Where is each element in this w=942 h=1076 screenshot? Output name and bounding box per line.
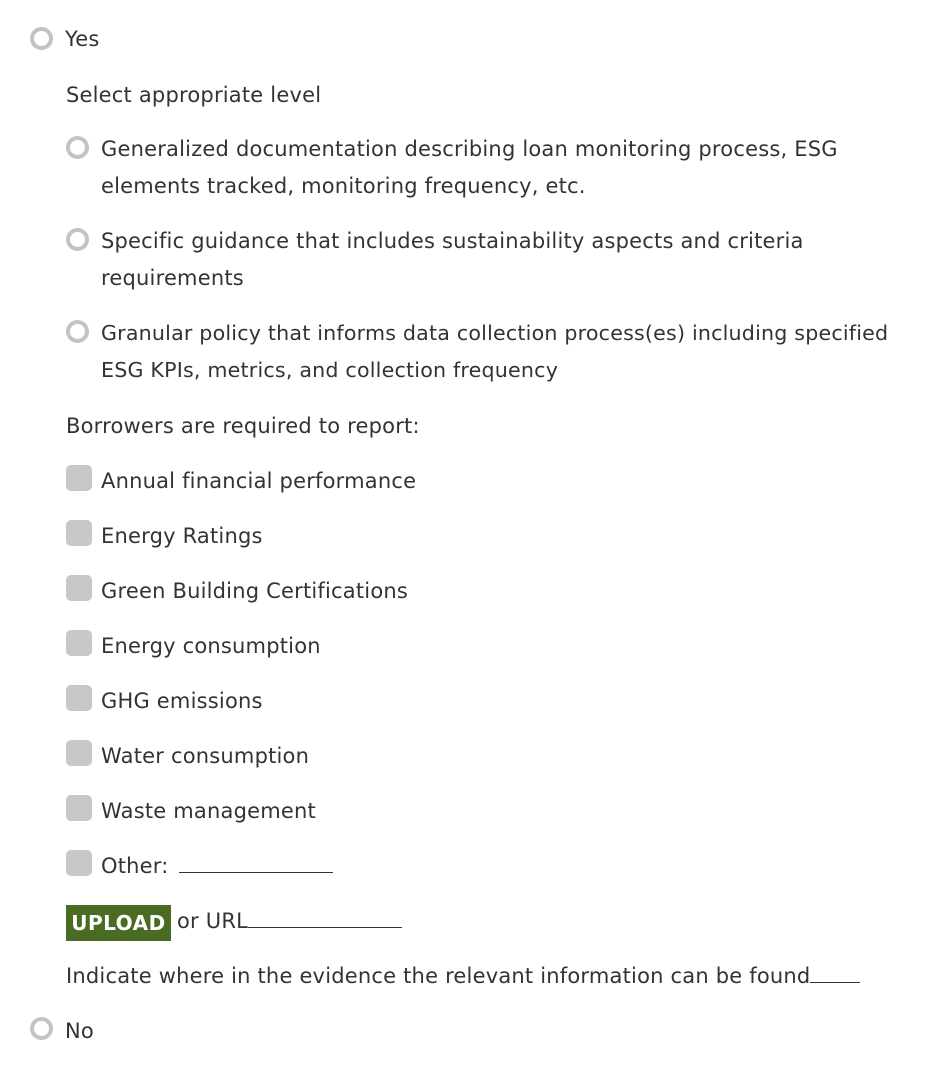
report-label-ghg: GHG emissions: [101, 689, 263, 713]
other-text-field[interactable]: [179, 852, 333, 873]
level-prompt: Select appropriate level: [66, 83, 322, 107]
level-label-granular-line2: ESG KPIs, metrics, and collection frequency: [101, 358, 559, 382]
report-checkbox-ghg[interactable]: [66, 685, 92, 711]
report-prompt: Borrowers are required to report:: [66, 414, 420, 438]
level-label-generalized: [101, 131, 838, 205]
no-radio[interactable]: [30, 1017, 53, 1040]
report-other-row: [101, 848, 333, 885]
report-checkbox-other[interactable]: [66, 850, 92, 876]
level-radio-granular[interactable]: [66, 320, 89, 343]
level-label-granular: [101, 315, 888, 389]
evidence-prompt: Indicate where in the evidence the relevant information can be found: [66, 964, 811, 988]
report-label-water: Water consumption: [101, 744, 310, 768]
yes-radio[interactable]: [30, 27, 53, 50]
level-radio-generalized[interactable]: [66, 136, 89, 159]
evidence-location-field[interactable]: [810, 962, 860, 983]
level-label-specific-line2: requirements: [101, 266, 244, 290]
level-label-generalized-line2: elements tracked, monitoring frequency, etc.: [101, 174, 586, 198]
level-label-specific-line1: Specific guidance that includes sustainability aspects and criteria: [101, 229, 804, 253]
report-label-green-building: Green Building Certifications: [101, 579, 409, 603]
no-label: No: [65, 1019, 94, 1043]
level-label-specific: [101, 223, 804, 297]
report-label-energy-consumption: Energy consumption: [101, 634, 321, 658]
level-label-generalized-line1: Generalized documentation describing loan monitoring process, ESG: [101, 137, 838, 161]
report-label-other: Other:: [101, 854, 169, 878]
url-row: [177, 903, 402, 940]
report-checkbox-waste[interactable]: [66, 795, 92, 821]
evidence-row: [66, 958, 860, 995]
report-label-waste: Waste management: [101, 799, 316, 823]
url-field[interactable]: [248, 907, 402, 928]
url-label: or URL: [177, 909, 249, 933]
report-label-annual-financial: Annual financial performance: [101, 469, 417, 493]
report-checkbox-energy-consumption[interactable]: [66, 630, 92, 656]
yes-label: Yes: [65, 27, 100, 51]
report-label-energy-ratings: Energy Ratings: [101, 524, 263, 548]
level-radio-specific[interactable]: [66, 228, 89, 251]
report-checkbox-green-building[interactable]: [66, 575, 92, 601]
level-label-granular-line1: Granular policy that informs data collection process(es) including specified: [101, 321, 889, 345]
report-checkbox-water[interactable]: [66, 740, 92, 766]
upload-button[interactable]: UPLOAD: [66, 905, 171, 941]
report-checkbox-annual-financial[interactable]: [66, 465, 92, 491]
report-checkbox-energy-ratings[interactable]: [66, 520, 92, 546]
